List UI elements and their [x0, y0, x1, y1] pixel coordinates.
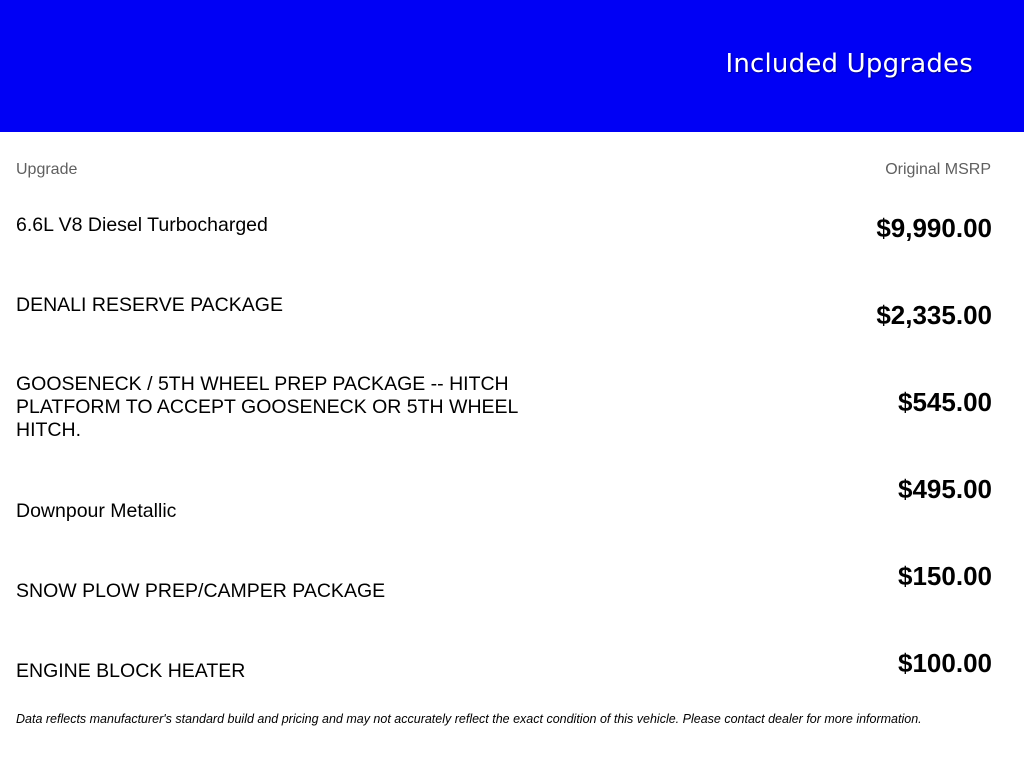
- upgrade-price-5: $150.00: [898, 561, 992, 591]
- upgrade-name-6: ENGINE BLOCK HEATER: [16, 660, 246, 682]
- disclaimer-text: Data reflects manufacturer's standard build and pricing and may not accurately reflect the exact condition of this vehicle. Please contact dealer for more information.: [16, 712, 922, 726]
- upgrade-price-4: $495.00: [898, 474, 992, 504]
- upgrade-price-6: $100.00: [898, 648, 992, 678]
- upgrade-price-2: $2,335.00: [876, 300, 992, 330]
- upgrade-price-3: $545.00: [898, 387, 992, 417]
- upgrade-price-1: $9,990.00: [876, 213, 992, 243]
- upgrade-name-1: 6.6L V8 Diesel Turbocharged: [16, 214, 268, 236]
- upgrade-name-5: SNOW PLOW PREP/CAMPER PACKAGE: [16, 580, 386, 602]
- msrp-column-header: Original MSRP: [885, 161, 991, 178]
- upgrade-name-3: GOOSENECK / 5TH WHEEL PREP PACKAGE -- HITCH PLATFORM TO ACCEPT GOOSENECK OR 5TH WHEEL HITCH.: [16, 373, 518, 441]
- upgrade-name-4: Downpour Metallic: [16, 500, 177, 522]
- page-title: Included Upgrades: [725, 49, 973, 79]
- upgrade-column-header: Upgrade: [16, 161, 78, 178]
- header-banner: [0, 0, 1024, 132]
- upgrade-name-2: DENALI RESERVE PACKAGE: [16, 294, 283, 316]
